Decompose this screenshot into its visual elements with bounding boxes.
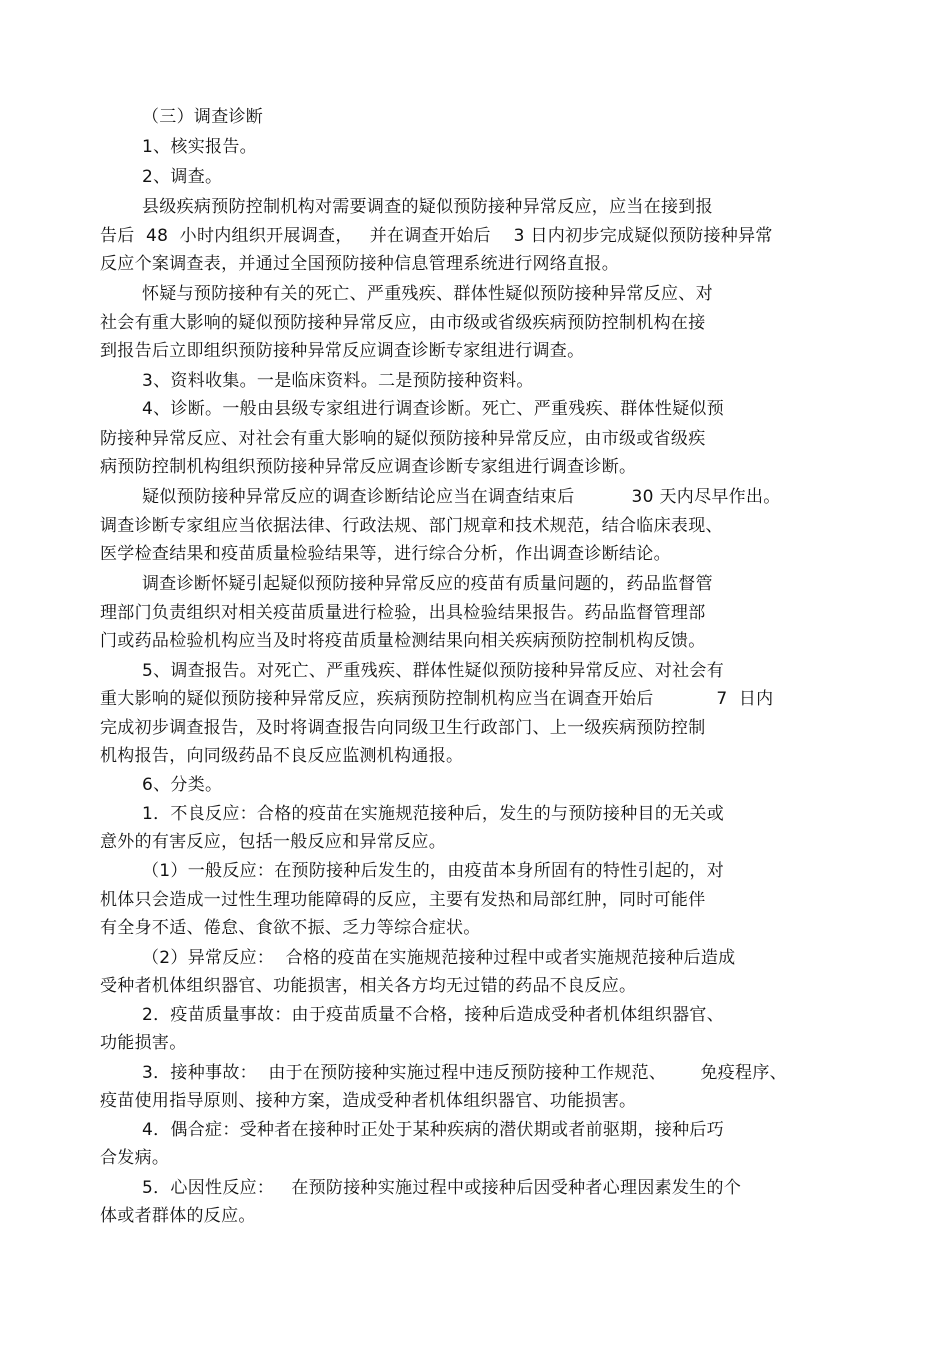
text-line: 疑似预防接种异常反应的调查诊断结论应当在调查结束后 30 天内尽早作出。 bbox=[142, 487, 781, 507]
text-line: 机体只会造成一过性生理功能障碍的反应，主要有发热和局部红肿，同时可能伴 bbox=[100, 890, 706, 910]
text-line: 告后 48 小时内组织开展调查， 并在调查开始后 3 日内初步完成疑似预防接种异常 bbox=[100, 226, 773, 246]
text-line: 有全身不适、倦怠、食欲不振、乏力等综合症状。 bbox=[100, 918, 481, 938]
text-line: 机构报告，向同级药品不良反应监测机构通报。 bbox=[100, 746, 464, 766]
text-line: 理部门负责组织对相关疫苗质量进行检验，出具检验结果报告。药品监督管理部 bbox=[100, 603, 706, 623]
text-line: 疫苗使用指导原则、接种方案，造成受种者机体组织器官、功能损害。 bbox=[100, 1091, 637, 1111]
text-line: 防接种异常反应、对社会有重大影响的疑似预防接种异常反应，由市级或省级疾 bbox=[100, 429, 706, 449]
text-line: 5．心因性反应： 在预防接种实施过程中或接种后因受种者心理因素发生的个 bbox=[142, 1178, 742, 1198]
text-line: 2．疫苗质量事故：由于疫苗质量不合格，接种后造成受种者机体组织器官、 bbox=[142, 1005, 725, 1025]
text-line: 到报告后立即组织预防接种异常反应调查诊断专家组进行调查。 bbox=[100, 341, 585, 361]
item-heading-1: 1、核实报告。 bbox=[142, 137, 257, 157]
text-line: 调查诊断怀疑引起疑似预防接种异常反应的疫苗有质量问题的，药品监督管 bbox=[142, 574, 713, 594]
text-line: 反应个案调查表，并通过全国预防接种信息管理系统进行网络直报。 bbox=[100, 254, 619, 274]
text-line: 门或药品检验机构应当及时将疫苗质量检测结果向相关疾病预防控制机构反馈。 bbox=[100, 631, 706, 651]
text-line: 3．接种事故： 由于在预防接种实施过程中违反预防接种工作规范、 免疫程序、 bbox=[142, 1063, 787, 1083]
text-line: 合发病。 bbox=[100, 1148, 170, 1168]
text-line: 完成初步调查报告，及时将调查报告向同级卫生行政部门、上一级疾病预防控制 bbox=[100, 718, 706, 738]
text-line: 体或者群体的反应。 bbox=[100, 1206, 256, 1226]
item-heading-3: 3、资料收集。一是临床资料。二是预防接种资料。 bbox=[142, 371, 534, 391]
text-line: 医学检查结果和疫苗质量检验结果等，进行综合分析，作出调查诊断结论。 bbox=[100, 544, 671, 564]
text-line: （1）一般反应：在预防接种后发生的，由疫苗本身所固有的特性引起的，对 bbox=[142, 861, 725, 881]
text-line: 意外的有害反应，包括一般反应和异常反应。 bbox=[100, 832, 446, 852]
text-line: 社会有重大影响的疑似预防接种异常反应，由市级或省级疾病预防控制机构在接 bbox=[100, 313, 706, 333]
section-heading: （三）调查诊断 bbox=[142, 107, 264, 127]
text-line: 病预防控制机构组织预防接种异常反应调查诊断专家组进行调查诊断。 bbox=[100, 457, 637, 477]
text-line: 县级疾病预防控制机构对需要调查的疑似预防接种异常反应，应当在接到报 bbox=[142, 197, 713, 217]
text-line: 1．不良反应：合格的疫苗在实施规范接种后，发生的与预防接种目的无关或 bbox=[142, 804, 725, 824]
item-heading-5: 5、调查报告。对死亡、严重残疾、群体性疑似预防接种异常反应、对社会有 bbox=[142, 661, 725, 681]
text-line: 重大影响的疑似预防接种异常反应，疾病预防控制机构应当在调查开始后 7 日内 bbox=[100, 689, 774, 709]
text-line: 调查诊断专家组应当依据法律、行政法规、部门规章和技术规范，结合临床表现、 bbox=[100, 516, 723, 536]
text-line: 功能损害。 bbox=[100, 1033, 187, 1053]
item-heading-4: 4、诊断。一般由县级专家组进行调查诊断。死亡、严重残疾、群体性疑似预 bbox=[142, 399, 725, 419]
text-line: 4．偶合症：受种者在接种时正处于某种疾病的潜伏期或者前驱期，接种后巧 bbox=[142, 1120, 725, 1140]
text-line: 受种者机体组织器官、功能损害，相关各方均无过错的药品不良反应。 bbox=[100, 976, 637, 996]
item-heading-2: 2、调查。 bbox=[142, 167, 223, 187]
item-heading-6: 6、分类。 bbox=[142, 775, 223, 795]
text-line: （2）异常反应： 合格的疫苗在实施规范接种过程中或者实施规范接种后造成 bbox=[142, 948, 736, 968]
text-line: 怀疑与预防接种有关的死亡、严重残疾、群体性疑似预防接种异常反应、对 bbox=[142, 284, 713, 304]
